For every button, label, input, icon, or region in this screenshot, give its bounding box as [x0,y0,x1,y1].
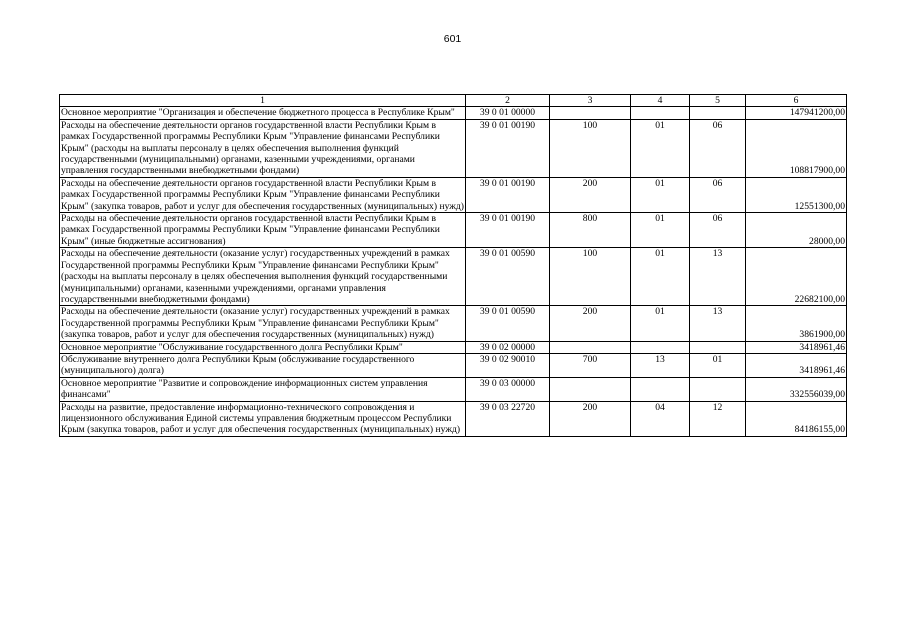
row-name: Основное мероприятие "Организация и обеспечение бюджетного процесса в Республике Крым" [60,107,466,119]
row-sum: 12551300,00 [746,177,847,212]
row-sum: 3418961,46 [746,353,847,377]
row-name: Основное мероприятие "Обслуживание государственного долга Республики Крым" [60,341,466,353]
header-col-1: 1 [60,95,466,107]
row-subsection: 01 [690,353,746,377]
header-col-4: 4 [631,95,690,107]
row-section: 01 [631,177,690,212]
row-sum: 84186155,00 [746,401,847,436]
row-target-article: 39 0 02 90010 [466,353,550,377]
row-subsection: 06 [690,213,746,248]
row-sum: 147941200,00 [746,107,847,119]
row-subsection [690,341,746,353]
row-section: 04 [631,401,690,436]
row-name: Расходы на обеспечение деятельности органов государственной власти Республики Крым в рамках Государственной программы Республики Крым "Управление финансами Республики Крым" (закупка товаров, работ и услуг для обеспечения государственных (муниципальных) нужд) [61,177,464,212]
row-section [631,107,690,119]
row-name: Расходы на обеспечение деятельности (оказание услуг) государственных учреждений в рамках Государственной программы Республики Крым "Управление финансами Республики Крым" (расходы на выплаты персоналу в целях обеспечения выполнения функций государственными (муниципальными) органами, казенными учреждениями, органами управления государственными внебюджетными фондами) [60,248,466,306]
row-section [631,377,690,401]
row-target-article: 39 0 01 00000 [466,107,550,119]
row-target-article: 39 0 01 00190 [466,177,550,212]
row-subsection [690,107,746,119]
row-expense-type: 200 [550,177,631,212]
row-target-article: 39 0 01 00190 [466,213,550,248]
row-expense-type [550,107,631,119]
table-row [60,341,847,353]
table-row [60,107,847,119]
row-target-article: 39 0 03 00000 [466,377,550,401]
row-subsection: 06 [690,177,746,212]
table-row [60,119,847,177]
table-header-row [60,95,847,107]
row-section [631,341,690,353]
row-subsection: 12 [690,401,746,436]
row-name: Расходы на обеспечение деятельности органов государственной власти Республики Крым в рамках Государственной программы Республики Крым "Управление финансами Республики Крым" (расходы на выплаты персоналу в целях обеспечения выполнения функций государственными (муниципальными) органами, казенными учреждениями, органами управления государственными внебюджетными фондами) [60,119,466,177]
table-row [60,306,847,341]
row-sum: 28000,00 [746,213,847,248]
row-section: 13 [631,353,690,377]
header-col-6: 6 [746,95,847,107]
header-col-2: 2 [466,95,550,107]
row-sum: 22682100,00 [746,248,847,306]
row-name: Расходы на обеспечение деятельности (оказание услуг) государственных учреждений в рамках Государственной программы Республики Крым "Управление финансами Республики Крым" (закупка товаров, работ и услуг для обеспечения государственных (муниципальных) нужд) [60,306,466,341]
row-target-article: 39 0 01 00590 [466,248,550,306]
row-section: 01 [631,119,690,177]
row-name: Основное мероприятие "Развитие и сопровождение информационных систем управления финансами" [60,377,466,401]
row-sum: 332556039,00 [746,377,847,401]
row-expense-type: 700 [550,353,631,377]
row-subsection [690,377,746,401]
table-row [60,177,847,212]
header-col-5: 5 [690,95,746,107]
row-section: 01 [631,248,690,306]
row-expense-type: 800 [550,213,631,248]
row-subsection: 13 [690,248,746,306]
table-row [60,213,847,248]
row-subsection: 13 [690,306,746,341]
row-expense-type: 200 [550,306,631,341]
row-target-article: 39 0 02 00000 [466,341,550,353]
table-row [60,401,847,436]
row-expense-type: 100 [550,119,631,177]
table-row [60,353,847,377]
row-sum: 3861900,00 [746,306,847,341]
table-row [60,248,847,306]
row-target-article: 39 0 03 22720 [466,401,550,436]
row-subsection: 06 [690,119,746,177]
header-col-3: 3 [550,95,631,107]
row-target-article: 39 0 01 00190 [466,119,550,177]
row-section: 01 [631,306,690,341]
row-expense-type: 100 [550,248,631,306]
row-expense-type [550,341,631,353]
row-name: Обслуживание внутреннего долга Республики Крым (обслуживание государственного (муниципального) долга) [60,353,466,377]
table-row [60,377,847,401]
row-sum: 108817900,00 [746,119,847,177]
row-target-article: 39 0 01 00590 [466,306,550,341]
row-name: Расходы на развитие, предоставление информационно-технического сопровождения и лицензионного обслуживания Единой системы управления бюджетным процессом Республики Крым (закупка товаров, работ и услуг для обеспечения государственных (муниципальных) нужд) [60,401,466,436]
row-section: 01 [631,213,690,248]
row-sum: 3418961,46 [746,341,847,353]
row-expense-type: 200 [550,401,631,436]
budget-table [59,94,847,437]
row-expense-type [550,377,631,401]
row-name: Расходы на обеспечение деятельности органов государственной власти Республики Крым в рамках Государственной программы Республики Крым "Управление финансами Республики Крым" (иные бюджетные ассигнования) [60,213,466,248]
page-number: 601 [443,33,462,45]
